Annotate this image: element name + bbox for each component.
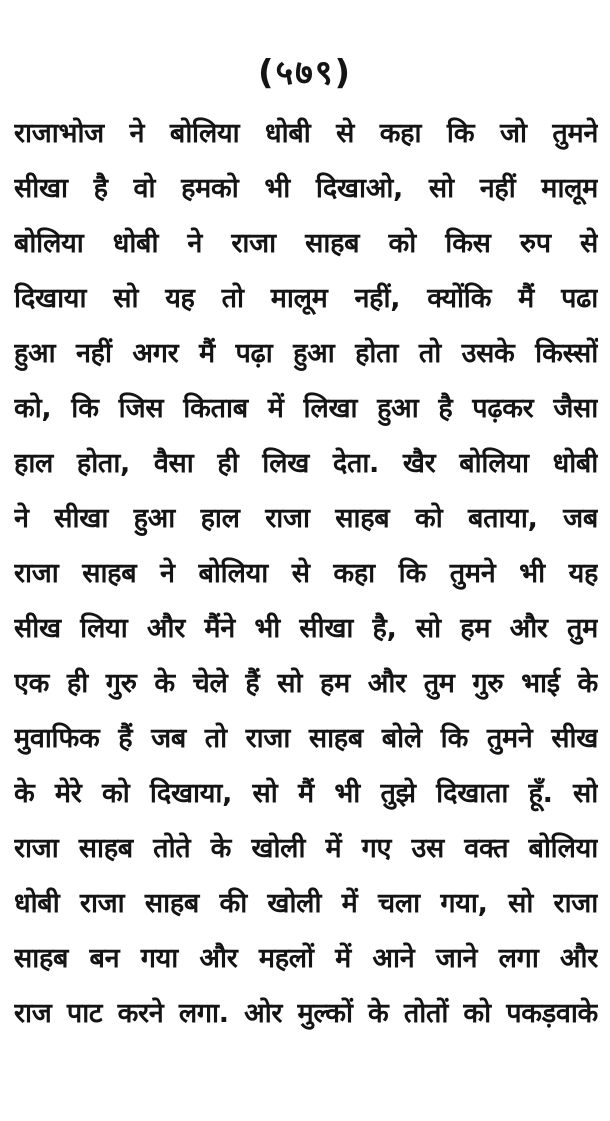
page-text (14, 106, 598, 1041)
text-line: सीखा है वो हमको भी दिखाओ, सो नहीं मालूम (14, 173, 598, 204)
text-line: एक ही गुरु के चेले हैं सो हम और तुम गुरु भाई के (14, 668, 598, 699)
text-line: को, कि जिस किताब में लिखा हुआ है पढ़कर जैसा (14, 393, 598, 424)
text-line: धोबी राजा साहब की खोली में चला गया, सो राजा (14, 888, 598, 919)
text-line: बोलिया धोबी ने राजा साहब को किस रुप से (14, 228, 598, 259)
text-line: सीख लिया और मैंने भी सीखा है, सो हम और तुम (14, 613, 598, 644)
text-line: मुवाफिक हैं जब तो राजा साहब बोले कि तुमने सीख (14, 723, 598, 754)
text-line: राजा साहब तोते के खोली में गए उस वक्त बोलिया (14, 833, 598, 864)
text-line: राज पाट करने लगा. ओर मुल्कों के तोतों को पकड़वाके (14, 998, 598, 1029)
text-line: के मेरे को दिखाया, सो मैं भी तुझे दिखाता हूँ. सो (14, 778, 598, 809)
text-line: हाल होता, वैसा ही लिख देता. खैर बोलिया धोबी (14, 448, 598, 479)
page-number: (५७९) (257, 53, 353, 93)
text-line: ने सीखा हुआ हाल राजा साहब को बताया, जब (14, 503, 598, 534)
text-line: दिखाया सो यह तो मालूम नहीं, क्योंकि मैं पढा (14, 283, 598, 314)
text-line: राजा साहब ने बोलिया से कहा कि तुमने भी यह (14, 558, 598, 589)
text-line: राजाभोज ने बोलिया धोबी से कहा कि जो तुमने (14, 118, 598, 149)
text-line: हुआ नहीं अगर मैं पढ़ा हुआ होता तो उसके किस्सों (14, 338, 598, 369)
text-line: साहब बन गया और महलों में आने जाने लगा और (14, 943, 598, 974)
